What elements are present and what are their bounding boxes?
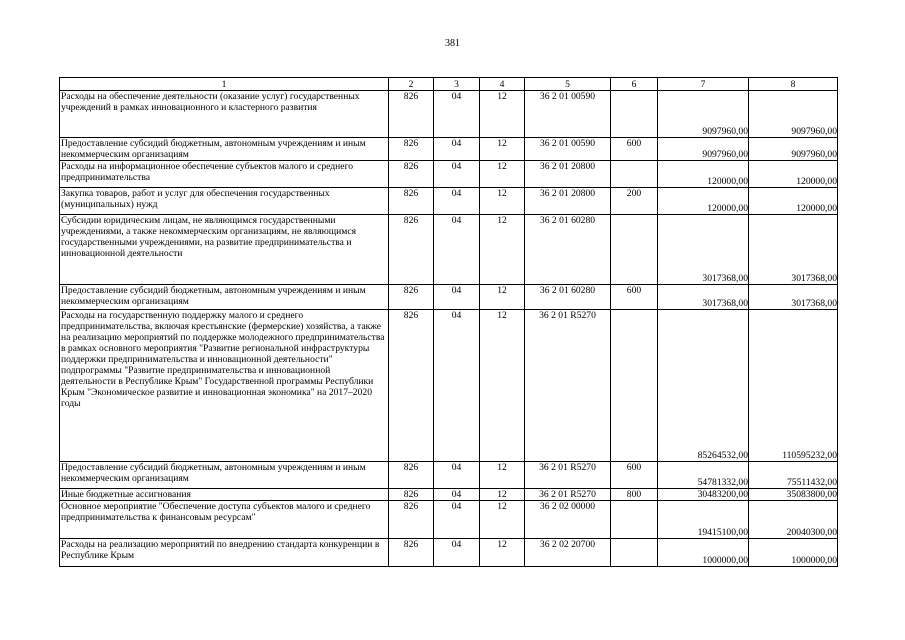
row-code-4: 12 [480,215,525,285]
row-code-5: 36 2 01 20800 [525,188,611,215]
header-cell: 1 [60,78,389,91]
table-row [60,539,838,567]
row-amount-8: 20040300,00 [749,501,838,539]
row-code-3: 04 [434,215,480,285]
row-code-3: 04 [434,285,480,310]
row-amount-7: 3017368,00 [658,285,749,310]
row-code-6 [611,539,658,567]
row-amount-7: 85264532,00 [658,310,749,462]
table-row [60,489,838,501]
row-description: Иные бюджетные ассигнования [60,489,389,501]
row-code-2: 826 [389,138,434,161]
row-code-3: 04 [434,310,480,462]
row-amount-7: 120000,00 [658,188,749,215]
row-code-2: 826 [389,462,434,489]
header-cell: 4 [480,78,525,91]
row-amount-8: 120000,00 [749,188,838,215]
row-code-3: 04 [434,462,480,489]
row-code-2: 826 [389,501,434,539]
row-code-5: 36 2 01 R5270 [525,310,611,462]
table-row [60,138,838,161]
table-row [60,310,838,462]
row-code-2: 826 [389,161,434,188]
row-description: Предоставление субсидий бюджетным, автономным учреждениям и иным некоммерческим организациям [60,285,389,310]
row-code-6 [611,215,658,285]
row-code-6: 200 [611,188,658,215]
row-code-5: 36 2 02 00000 [525,501,611,539]
row-code-5: 36 2 02 20700 [525,539,611,567]
row-code-2: 826 [389,489,434,501]
header-cell: 7 [658,78,749,91]
header-cell: 2 [389,78,434,91]
table-row [60,501,838,539]
row-amount-7: 19415100,00 [658,501,749,539]
row-code-4: 12 [480,188,525,215]
row-amount-8: 75511432,00 [749,462,838,489]
row-description: Расходы на реализацию мероприятий по внедрению стандарта конкуренции в Республике Крым [60,539,389,567]
row-amount-8: 9097960,00 [749,138,838,161]
row-amount-7: 120000,00 [658,161,749,188]
row-code-4: 12 [480,310,525,462]
row-amount-7: 9097960,00 [658,138,749,161]
row-code-4: 12 [480,285,525,310]
header-cell: 3 [434,78,480,91]
row-code-2: 826 [389,285,434,310]
table-row [60,285,838,310]
row-code-3: 04 [434,188,480,215]
row-amount-8: 3017368,00 [749,215,838,285]
row-code-5: 36 2 01 60280 [525,215,611,285]
row-code-3: 04 [434,501,480,539]
row-amount-7: 1000000,00 [658,539,749,567]
row-code-3: 04 [434,539,480,567]
row-code-5: 36 2 01 R5270 [525,489,611,501]
row-code-6: 800 [611,489,658,501]
row-amount-8: 120000,00 [749,161,838,188]
row-code-5: 36 2 01 R5270 [525,462,611,489]
row-code-4: 12 [480,91,525,138]
row-amount-7: 54781332,00 [658,462,749,489]
header-cell: 6 [611,78,658,91]
row-amount-7: 9097960,00 [658,91,749,138]
row-description: Расходы на обеспечение деятельности (оказание услуг) государственных учреждений в рамках инновационного и кластерного развития [60,91,389,138]
row-description: Предоставление субсидий бюджетным, автономным учреждениям и иным некоммерческим организациям [60,462,389,489]
row-code-4: 12 [480,462,525,489]
row-code-6 [611,501,658,539]
budget-table [59,77,838,567]
table-row [60,161,838,188]
table-row [60,188,838,215]
row-code-6 [611,161,658,188]
table-row [60,215,838,285]
row-description: Расходы на государственную поддержку малого и среднего предпринимательства, включая крестьянские (фермерские) хозяйства, а также на реализацию мероприятий по поддержке молодежного предпринимательства в рамках основного мероприятия "Развитие региональной инфраструктуры поддержки предпринимательства и инновационной деятельности" подпрограммы "Развитие предпринимательства и инновационной деятельности в Республике Крым" Государственной программы Республики Крым "Экономическое развитие и инновационная экономика" на 2017–2020 годы [60,310,389,462]
row-amount-8: 110595232,00 [749,310,838,462]
row-code-4: 12 [480,501,525,539]
row-description: Предоставление субсидий бюджетным, автономным учреждениям и иным некоммерческим организациям [60,138,389,161]
row-code-2: 826 [389,91,434,138]
row-code-5: 36 2 01 60280 [525,285,611,310]
row-code-5: 36 2 01 20800 [525,161,611,188]
row-code-3: 04 [434,489,480,501]
row-code-6: 600 [611,462,658,489]
row-amount-7: 3017368,00 [658,215,749,285]
table-row [60,462,838,489]
row-amount-8: 1000000,00 [749,539,838,567]
row-code-6 [611,310,658,462]
row-description: Расходы на информационное обеспечение субъектов малого и среднего предпринимательства [60,161,389,188]
row-code-4: 12 [480,489,525,501]
row-description: Субсидии юридическим лицам, не являющимся государственными учреждениями, а также некоммерческим организациям, не являющимся государственными учреждениями, на развитие предпринимательства и инновационной деятельности [60,215,389,285]
row-description: Закупка товаров, работ и услуг для обеспечения государственных (муниципальных) нужд [60,188,389,215]
row-amount-8: 9097960,00 [749,91,838,138]
header-cell: 8 [749,78,838,91]
row-code-6: 600 [611,285,658,310]
row-code-3: 04 [434,161,480,188]
row-description: Основное мероприятие "Обеспечение доступа субъектов малого и среднего предпринимательства к финансовым ресурсам" [60,501,389,539]
row-code-4: 12 [480,161,525,188]
row-code-3: 04 [434,91,480,138]
row-code-3: 04 [434,138,480,161]
row-amount-8: 35083800,00 [749,489,838,501]
row-code-2: 826 [389,188,434,215]
header-cell: 5 [525,78,611,91]
row-code-2: 826 [389,539,434,567]
row-code-6 [611,91,658,138]
page-number: 381 [445,38,460,49]
row-code-6: 600 [611,138,658,161]
table-header-row [60,78,838,91]
row-code-5: 36 2 01 00590 [525,91,611,138]
row-code-4: 12 [480,138,525,161]
row-amount-7: 30483200,00 [658,489,749,501]
row-amount-8: 3017368,00 [749,285,838,310]
row-code-4: 12 [480,539,525,567]
row-code-2: 826 [389,215,434,285]
row-code-2: 826 [389,310,434,462]
row-code-5: 36 2 01 00590 [525,138,611,161]
table-row [60,91,838,138]
